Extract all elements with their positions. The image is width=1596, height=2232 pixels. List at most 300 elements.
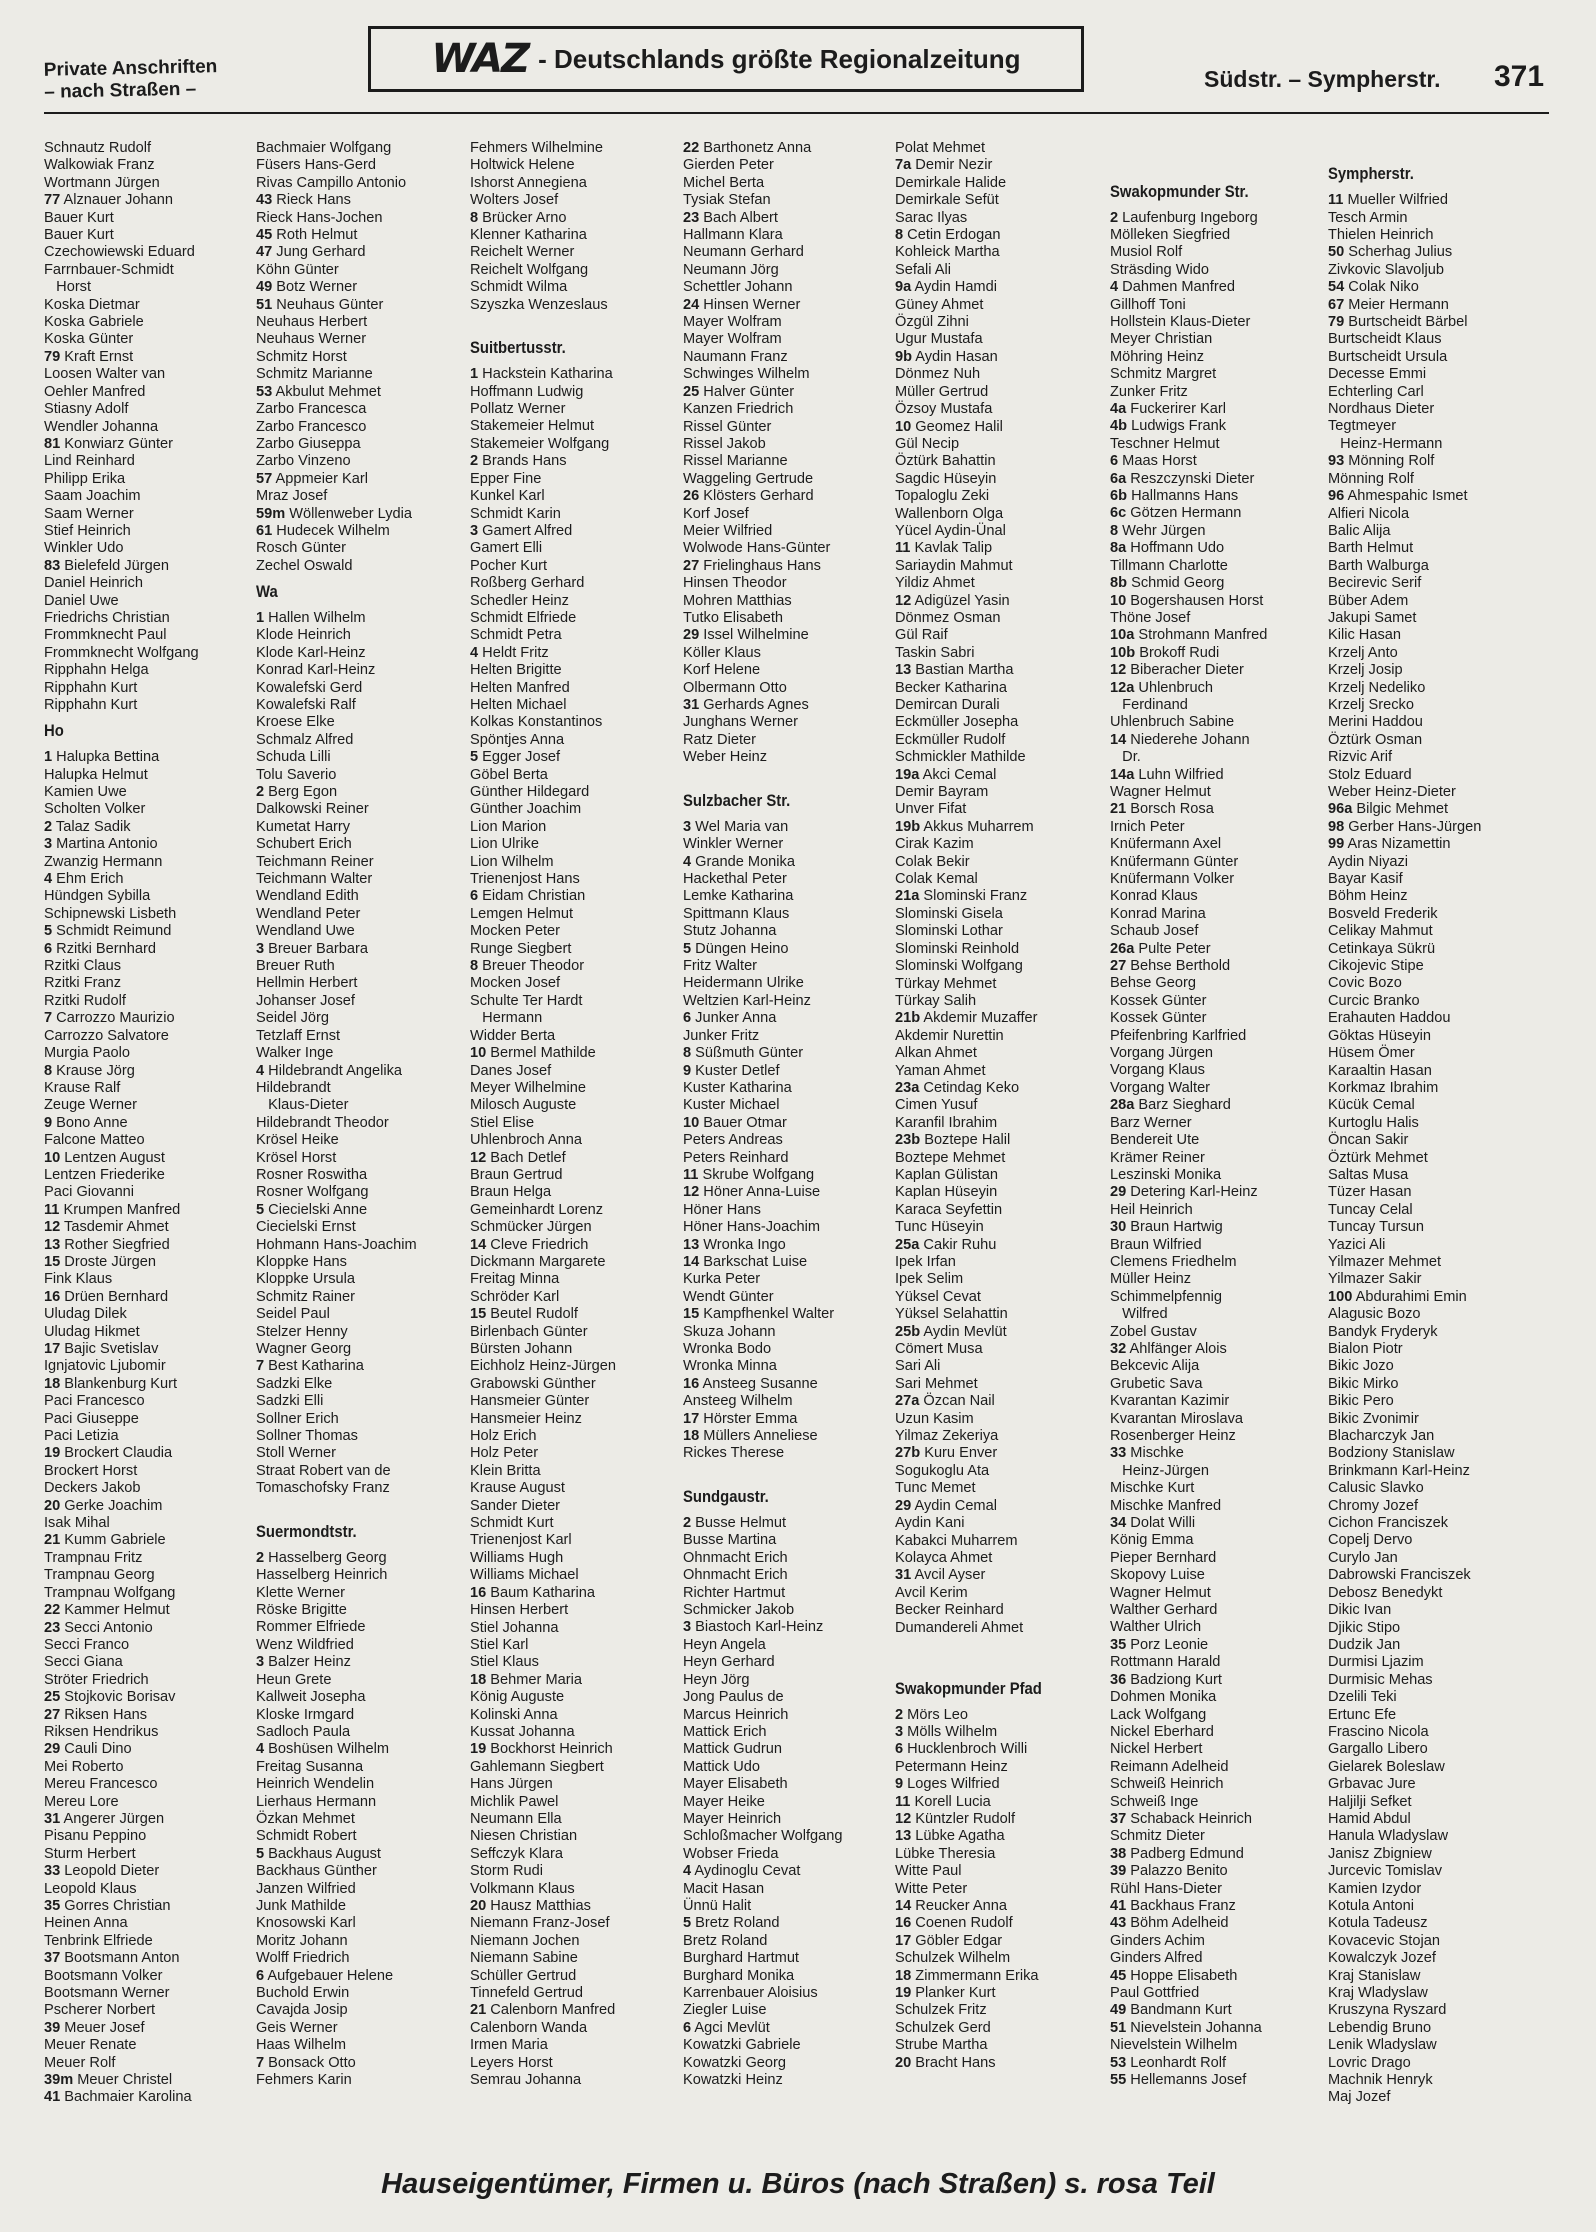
resident-entry: Röske Brigitte — [256, 1602, 347, 1619]
resident-entry: Leyers Horst — [470, 2054, 553, 2071]
house-number: 13 — [683, 1236, 700, 1253]
resident-entry: Schulte Ter Hardt — [470, 992, 583, 1009]
house-number: 35 — [1110, 1636, 1127, 1653]
resident-entry: 7 Bonsack Otto — [256, 2054, 356, 2071]
resident-entry: Curylo Jan — [1328, 1549, 1398, 1566]
resident-entry: 5 Ciecielski Anne — [256, 1201, 368, 1218]
resident-entry: 5 Egger Josef — [470, 749, 561, 766]
resident-entry: Uludag Dilek — [44, 1306, 127, 1323]
resident-entry: Kloske Irmgard — [256, 1706, 355, 1723]
resident-entry: Klenner Katharina — [470, 227, 587, 244]
resident-entry: Schmalz Alfred — [256, 731, 354, 748]
resident-entry: Breuer Ruth — [256, 958, 335, 975]
resident-entry: 41 Bachmaier Karolina — [44, 2089, 192, 2106]
house-number: 27b — [895, 1445, 921, 1462]
house-number: 16 — [470, 1584, 487, 1601]
resident-entry: Schipnewski Lisbeth — [44, 905, 177, 922]
house-number: 1 — [44, 749, 53, 766]
resident-entry: Kotula Antoni — [1328, 1898, 1415, 1914]
resident-entry: Grbavac Jure — [1328, 1776, 1416, 1793]
resident-entry: Murgia Paolo — [44, 1045, 130, 1062]
resident-entry: Cömert Musa — [895, 1341, 983, 1358]
resident-entry: Busse Martina — [683, 1532, 777, 1549]
resident-entry: Walker Inge — [256, 1045, 334, 1062]
house-number: 28a — [1110, 1097, 1135, 1114]
resident-entry: Kilic Hasan — [1328, 627, 1401, 644]
house-number: 23 — [683, 209, 700, 226]
resident-entry: Schröder Karl — [470, 1288, 560, 1305]
resident-entry: Durmisi Ljazim — [1328, 1654, 1424, 1671]
house-number: 81 — [44, 435, 61, 452]
resident-entry: Roßberg Gerhard — [470, 575, 585, 592]
house-number: 19 — [895, 1985, 912, 2002]
resident-entry: 10 Bogershausen Horst — [1110, 592, 1264, 609]
resident-entry: Schimmelpfennig — [1110, 1288, 1222, 1305]
house-number: 39 — [1110, 1863, 1127, 1880]
resident-entry: Wallenborn Olga — [895, 505, 1004, 522]
resident-entry: Füsers Hans-Gerd — [256, 157, 377, 174]
resident-entry: Balic Alija — [1328, 522, 1391, 539]
resident-entry: Mattick Erich — [683, 1723, 767, 1740]
resident-entry: Hellmin Herbert — [256, 975, 358, 992]
resident-entry: Mayer Wolfram — [683, 314, 782, 331]
resident-entry: 4 Ehm Erich — [44, 871, 124, 888]
resident-entry: 45 Hoppe Elisabeth — [1110, 1967, 1238, 1984]
resident-entry: 11 Korell Lucia — [895, 1793, 991, 1810]
house-number: 35 — [44, 1898, 61, 1915]
resident-entry: Bikic Mirko — [1328, 1375, 1399, 1392]
resident-entry: Mohren Matthias — [683, 592, 792, 609]
street-heading: Wa — [256, 583, 278, 602]
resident-entry: Ünnü Halit — [683, 1897, 752, 1914]
house-number: 53 — [256, 383, 273, 400]
resident-entry: Schmitz Rainer — [256, 1288, 355, 1305]
resident-entry: Trampnau Fritz — [44, 1549, 143, 1566]
resident-entry: 9b Aydin Hasan — [895, 348, 998, 365]
resident-entry: 9 Loges Wilfried — [895, 1776, 1000, 1793]
resident-entry: Ripphahn Helga — [44, 662, 149, 679]
resident-entry: Wronka Bodo — [683, 1341, 772, 1357]
house-number: 55 — [1110, 2072, 1127, 2089]
house-number: 96a — [1328, 801, 1353, 818]
resident-entry: Cetinkaya Sükrü — [1328, 940, 1436, 957]
resident-entry: 4 Grande Monika — [683, 853, 795, 870]
resident-entry: Klode Karl-Heinz — [256, 644, 366, 661]
resident-entry: Wendt Günter — [683, 1288, 774, 1305]
resident-entry: Schmidt Elfriede — [470, 609, 577, 626]
resident-entry: Kolayca Ahmet — [895, 1549, 993, 1566]
resident-entry: Holz Erich — [470, 1428, 537, 1445]
resident-entry: Holtwick Helene — [470, 157, 575, 174]
house-number: 12 — [895, 1810, 912, 1827]
resident-entry: 13 Bastian Martha — [895, 662, 1014, 679]
resident-entry: Mischke Kurt — [1110, 1480, 1195, 1497]
house-number: 38 — [1110, 1845, 1127, 1862]
resident-entry: Deckers Jakob — [44, 1480, 141, 1497]
resident-entry: 9 Kuster Detlef — [683, 1062, 780, 1079]
resident-entry: 1 Halupka Bettina — [44, 749, 160, 766]
house-number: 6 — [256, 1967, 265, 1984]
house-number: 4 — [44, 871, 53, 888]
resident-entry: Buchold Erwin — [256, 1985, 350, 2002]
resident-entry: 21 Kumm Gabriele — [44, 1532, 166, 1549]
resident-entry: Witte Peter — [895, 1880, 968, 1897]
resident-entry: 14 Reucker Anna — [895, 1897, 1007, 1914]
resident-entry: Wendland Edith — [256, 888, 359, 905]
house-number: 79 — [44, 348, 61, 365]
resident-entry: Konrad Marina — [1110, 905, 1206, 922]
house-number: 16 — [683, 1375, 700, 1392]
resident-entry: Schedler Heinz — [470, 592, 569, 609]
resident-entry: Gül Necip — [895, 435, 960, 452]
resident-entry: Meyer Christian — [1110, 331, 1213, 348]
resident-entry: Spöntjes Anna — [470, 731, 565, 748]
resident-entry: Kanzen Friedrich — [683, 401, 794, 418]
resident-entry: Zobel Gustav — [1110, 1323, 1197, 1340]
resident-entry: Eckmüller Josepha — [895, 714, 1019, 731]
spacer — [1110, 157, 1320, 174]
resident-entry: Holz Peter — [470, 1445, 539, 1462]
resident-entry: Öncan Sakir — [1328, 1132, 1409, 1149]
resident-entry: Freitag Susanna — [256, 1758, 364, 1775]
house-number: 29 — [44, 1741, 61, 1758]
resident-entry: Jakupi Samet — [1328, 609, 1417, 626]
resident-entry: Gielarek Boleslaw — [1328, 1758, 1445, 1775]
resident-entry: Klaus-Dieter — [256, 1097, 349, 1114]
resident-entry: 6 Eidam Christian — [470, 888, 586, 905]
resident-entry: 61 Hudecek Wilhelm — [256, 522, 390, 539]
resident-entry: Peters Reinhard — [683, 1149, 789, 1166]
house-number: 31 — [44, 1810, 61, 1827]
resident-entry: Kuster Michael — [683, 1097, 780, 1114]
resident-entry: Pocher Kurt — [470, 557, 548, 574]
resident-entry: Walkowiak Franz — [44, 157, 155, 174]
resident-entry: Loosen Walter van — [44, 366, 166, 383]
resident-entry: Slominski Gisela — [895, 905, 1003, 922]
resident-entry: 18 Zimmermann Erika — [895, 1967, 1039, 1984]
resident-entry: Frommknecht Wolfgang — [44, 644, 199, 661]
resident-entry: Hans Jürgen — [470, 1776, 553, 1793]
house-number: 79 — [1328, 314, 1345, 331]
resident-entry: Hallmann Klara — [683, 227, 783, 244]
resident-entry: Öztürk Osman — [1328, 731, 1423, 748]
resident-entry: Stiel Elise — [470, 1114, 535, 1131]
resident-entry: Cavajda Josip — [256, 2002, 348, 2019]
resident-entry: Semrau Johanna — [470, 2072, 582, 2089]
resident-entry: Gemeinhardt Lorenz — [470, 1201, 604, 1218]
resident-entry: Yilmazer Sakir — [1328, 1271, 1422, 1288]
resident-entry: Stutz Johanna — [683, 923, 777, 940]
resident-entry: Kossek Günter — [1110, 992, 1207, 1009]
resident-entry: Bachmaier Wolfgang — [256, 140, 392, 156]
resident-entry: Rissel Günter — [683, 418, 772, 435]
resident-entry: 14 Niederehe Johann — [1110, 731, 1250, 748]
resident-entry: Grabowski Günther — [470, 1375, 596, 1392]
resident-entry: Kamien Izydor — [1328, 1880, 1422, 1897]
resident-entry: Schnautz Rudolf — [44, 140, 152, 156]
resident-entry: Tunc Memet — [895, 1480, 976, 1497]
resident-entry: Lion Wilhelm — [470, 853, 554, 870]
house-number: 77 — [44, 192, 61, 209]
resident-entry: Seidel Paul — [256, 1306, 330, 1323]
resident-entry: 93 Mönning Rolf — [1328, 453, 1435, 470]
resident-entry: Becker Reinhard — [895, 1602, 1004, 1619]
resident-entry: Debosz Benedykt — [1328, 1584, 1443, 1601]
resident-entry: Kolinski Anna — [470, 1706, 558, 1723]
resident-entry: Knosowski Karl — [256, 1915, 356, 1932]
resident-entry: 16 Coenen Rudolf — [895, 1915, 1013, 1932]
resident-entry: 21 Calenborn Manfred — [470, 2002, 616, 2019]
house-number: 33 — [44, 1863, 61, 1880]
house-number: 4 — [1110, 279, 1119, 296]
house-number: 3 — [895, 1723, 904, 1740]
resident-entry: Stakemeier Wolfgang — [470, 435, 610, 452]
house-number: 19 — [44, 1445, 61, 1462]
resident-entry: Uludag Hikmet — [44, 1323, 140, 1340]
house-number: 4 — [256, 1062, 265, 1079]
resident-entry: Mönning Rolf — [1328, 470, 1414, 487]
resident-entry: 59m Wöllenweber Lydia — [256, 505, 413, 522]
house-number: 18 — [683, 1428, 700, 1445]
house-number: 59m — [256, 505, 286, 522]
resident-entry: 20 Hausz Matthias — [470, 1898, 591, 1914]
resident-entry: Tomaschofsky Franz — [256, 1480, 390, 1497]
resident-entry: 16 Drüen Bernhard — [44, 1288, 169, 1305]
resident-entry: Tetzlaff Ernst — [256, 1027, 341, 1044]
resident-entry: Backhaus Günther — [256, 1863, 377, 1880]
house-number: 31 — [683, 697, 700, 713]
resident-entry: König Auguste — [470, 1689, 565, 1706]
resident-entry: 12a Uhlenbruch — [1110, 679, 1214, 696]
resident-entry: Krause Ralf — [44, 1079, 121, 1096]
resident-entry: Stiel Klaus — [470, 1654, 539, 1671]
resident-entry: Djikic Stipo — [1328, 1619, 1401, 1636]
resident-entry: Epper Fine — [470, 470, 542, 487]
resident-entry: 99 Aras Nizamettin — [1328, 836, 1451, 853]
house-number: 14 — [895, 1897, 912, 1914]
resident-entry: Falcone Matteo — [44, 1132, 145, 1149]
resident-entry: Leszinski Monika — [1110, 1166, 1222, 1183]
house-number: 15 — [683, 1306, 700, 1323]
resident-entry: 11 Mueller Wilfried — [1328, 192, 1449, 209]
house-number: 4 — [683, 853, 692, 870]
resident-entry: 55 Hellemanns Josef — [1110, 2072, 1247, 2089]
resident-entry: 1 Hallen Wilhelm — [256, 609, 366, 626]
house-number: 10a — [1110, 627, 1135, 644]
house-number: 2 — [256, 1549, 265, 1566]
resident-entry: 33 Leopold Dieter — [44, 1863, 160, 1880]
resident-entry: 17 Bajic Svetislav — [44, 1341, 159, 1358]
resident-entry: Walther Ulrich — [1110, 1619, 1202, 1636]
resident-entry: Sogukoglu Ata — [895, 1462, 990, 1479]
resident-entry: Mattick Udo — [683, 1758, 761, 1775]
house-number: 16 — [895, 1915, 912, 1932]
resident-entry: 6c Götzen Hermann — [1110, 505, 1242, 522]
resident-entry: Marcus Heinrich — [683, 1706, 789, 1723]
resident-entry: Covic Bozo — [1328, 975, 1402, 992]
resident-entry: Tüzer Hasan — [1328, 1184, 1412, 1201]
house-number: 23b — [895, 1132, 921, 1149]
resident-entry: Isak Mihal — [44, 1515, 110, 1532]
resident-entry: 18 Müllers Anneliese — [683, 1428, 818, 1445]
resident-entry: Paci Letizia — [44, 1428, 119, 1445]
resident-entry: 12 Höner Anna-Luise — [683, 1184, 821, 1201]
resident-entry: 34 Dolat Willi — [1110, 1515, 1196, 1532]
house-number: 8b — [1110, 575, 1128, 592]
listing-column-2 — [256, 140, 466, 2089]
resident-entry: Burghard Hartmut — [683, 1950, 799, 1967]
resident-entry: 12 Adigüzel Yasin — [895, 592, 1010, 609]
resident-entry: Tesch Armin — [1328, 209, 1408, 226]
resident-entry: Wendland Uwe — [256, 923, 355, 940]
resident-entry: Mayer Heinrich — [683, 1810, 782, 1827]
resident-entry: 21b Akdemir Muzaffer — [895, 1010, 1038, 1027]
resident-entry: Machnik Henryk — [1328, 2072, 1433, 2089]
resident-entry: Sagdic Hüseyin — [895, 470, 997, 487]
resident-entry: Burtscheidt Klaus — [1328, 331, 1442, 348]
house-number: 20 — [470, 1898, 487, 1914]
resident-entry: Scholten Volker — [44, 801, 146, 818]
resident-entry: Chromy Jozef — [1328, 1497, 1419, 1514]
resident-entry: Spittmann Klaus — [683, 905, 790, 922]
resident-entry: 13 Rother Siegfried — [44, 1236, 170, 1253]
resident-entry: Tuncay Celal — [1328, 1201, 1413, 1218]
resident-entry: 43 Rieck Hans — [256, 192, 351, 209]
resident-entry: Ishorst Annegiena — [470, 174, 587, 191]
resident-entry: Kuster Katharina — [683, 1079, 792, 1096]
resident-entry: 27a Özcan Nail — [895, 1393, 995, 1410]
house-number: 49 — [1110, 2002, 1127, 2019]
resident-entry: Mischke Manfred — [1110, 1497, 1222, 1514]
resident-entry: Böhm Heinz — [1328, 888, 1408, 905]
house-number: 19a — [895, 766, 920, 783]
resident-entry: 13 Wronka Ingo — [683, 1236, 786, 1253]
house-number: 3 — [470, 522, 479, 539]
resident-entry: Hinsen Theodor — [683, 575, 787, 592]
resident-entry: 29 Cauli Dino — [44, 1741, 132, 1758]
resident-entry: Storm Rudi — [470, 1863, 543, 1880]
resident-entry: Janisz Zbigniew — [1328, 1845, 1432, 1862]
resident-entry: Neuhaus Herbert — [256, 314, 368, 331]
resident-entry: Rosner Roswitha — [256, 1166, 368, 1183]
house-number: 11 — [895, 1793, 911, 1810]
house-number: 17 — [895, 1932, 912, 1949]
resident-entry: 33 Mischke — [1110, 1445, 1184, 1462]
house-number: 3 — [683, 1619, 692, 1636]
house-number: 8 — [470, 958, 479, 975]
house-number: 13 — [895, 662, 912, 679]
resident-entry: Teichmann Reiner — [256, 853, 374, 870]
house-number: 14 — [683, 1253, 700, 1270]
resident-entry: 15 Beutel Rudolf — [470, 1306, 578, 1323]
house-number: 3 — [44, 836, 53, 853]
resident-entry: Dohmen Monika — [1110, 1689, 1217, 1706]
resident-entry: Schmitz Dieter — [1110, 1828, 1205, 1845]
resident-entry: Secci Franco — [44, 1636, 130, 1653]
house-number: 8 — [1110, 522, 1119, 539]
resident-entry: Uhlenbroch Anna — [470, 1132, 582, 1149]
resident-entry: Straat Robert van de — [256, 1462, 391, 1479]
resident-entry: 17 Hörster Emma — [683, 1410, 798, 1427]
resident-entry: Koska Dietmar — [44, 296, 140, 313]
house-number: 10 — [895, 418, 912, 435]
resident-entry: Volkmann Klaus — [470, 1880, 575, 1897]
house-number: 12 — [470, 1149, 487, 1166]
resident-entry: 8 Wehr Jürgen — [1110, 522, 1206, 539]
house-number: 2 — [1110, 209, 1119, 226]
house-number: 5 — [256, 1845, 265, 1862]
resident-entry: Daniel Heinrich — [44, 575, 143, 592]
resident-entry: Hinsen Herbert — [470, 1602, 569, 1619]
resident-entry: Lemgen Helmut — [470, 905, 574, 922]
house-number: 5 — [470, 749, 479, 766]
resident-entry: 81 Konwiarz Günter — [44, 435, 173, 452]
resident-entry: 19 Brockert Claudia — [44, 1445, 173, 1462]
resident-entry: 6 Agci Mevlüt — [683, 2019, 770, 2036]
house-number: 39m — [44, 2072, 74, 2089]
street-heading: Sulzbacher Str. — [683, 792, 791, 811]
resident-entry: 4 Dahmen Manfred — [1110, 279, 1235, 296]
resident-entry: Karaaltin Hasan — [1328, 1062, 1432, 1079]
resident-entry: 49 Botz Werner — [256, 279, 358, 296]
resident-entry: 21 Borsch Rosa — [1110, 801, 1214, 818]
resident-entry: Niesen Christian — [470, 1828, 578, 1845]
resident-entry: Kraj Wladyslaw — [1328, 1985, 1428, 2002]
house-number: 21a — [895, 888, 920, 905]
resident-entry: Braun Wilfried — [1110, 1236, 1202, 1253]
resident-entry: Wortmann Jürgen — [44, 174, 160, 191]
resident-entry: Skuza Johann — [683, 1323, 776, 1340]
resident-entry: Akdemir Nurettin — [895, 1027, 1004, 1044]
resident-entry: 2 Busse Helmut — [683, 1515, 787, 1532]
resident-entry: Yücel Aydin-Ünal — [895, 522, 1006, 539]
resident-entry: Köhn Günter — [256, 261, 339, 278]
resident-entry: Sadzki Elke — [256, 1375, 333, 1392]
resident-entry: 16 Ansteeg Susanne — [683, 1375, 818, 1392]
resident-entry: Neumann Jörg — [683, 261, 779, 278]
resident-entry: Weltzien Karl-Heinz — [683, 992, 811, 1009]
resident-entry: Tinnefeld Gertrud — [470, 1985, 584, 2002]
resident-entry: Yaman Ahmet — [895, 1062, 986, 1079]
resident-entry: Wagner Helmut — [1110, 1584, 1211, 1601]
resident-entry: Schweiß Heinrich — [1110, 1776, 1224, 1793]
resident-entry: Pollatz Werner — [470, 401, 566, 418]
resident-entry: Rzitki Rudolf — [44, 992, 126, 1009]
resident-entry: Merini Haddou — [1328, 714, 1423, 731]
resident-entry: 2 Brands Hans — [470, 453, 567, 470]
resident-entry: 32 Ahlfänger Alois — [1110, 1340, 1227, 1357]
resident-entry: 12 Küntzler Rudolf — [895, 1810, 1016, 1827]
resident-entry: Avcil Kerim — [895, 1584, 968, 1601]
street-heading: Suitbertusstr. — [470, 339, 566, 358]
spacer — [1328, 140, 1538, 157]
resident-entry: Mei Roberto — [44, 1758, 124, 1775]
resident-entry: Mayer Wolfram — [683, 331, 782, 348]
resident-entry: 2 Talaz Sadik — [44, 818, 131, 835]
resident-entry: Fritz Walter — [683, 958, 758, 975]
resident-entry: Yildiz Ahmet — [895, 575, 975, 592]
resident-entry: 10 Bauer Otmar — [683, 1114, 787, 1131]
house-number: 37 — [1110, 1810, 1127, 1827]
resident-entry: Schmücker Jürgen — [470, 1219, 592, 1236]
resident-entry: 35 Porz Leonie — [1110, 1636, 1209, 1653]
resident-entry: Bayar Kasif — [1328, 871, 1403, 888]
resident-entry: Hansmeier Günter — [470, 1393, 590, 1410]
resident-entry: Kaplan Gülistan — [895, 1166, 999, 1183]
house-number: 11 — [44, 1201, 60, 1218]
resident-entry: Gamert Elli — [470, 540, 543, 557]
resident-entry: Paci Giovanni — [44, 1184, 135, 1201]
